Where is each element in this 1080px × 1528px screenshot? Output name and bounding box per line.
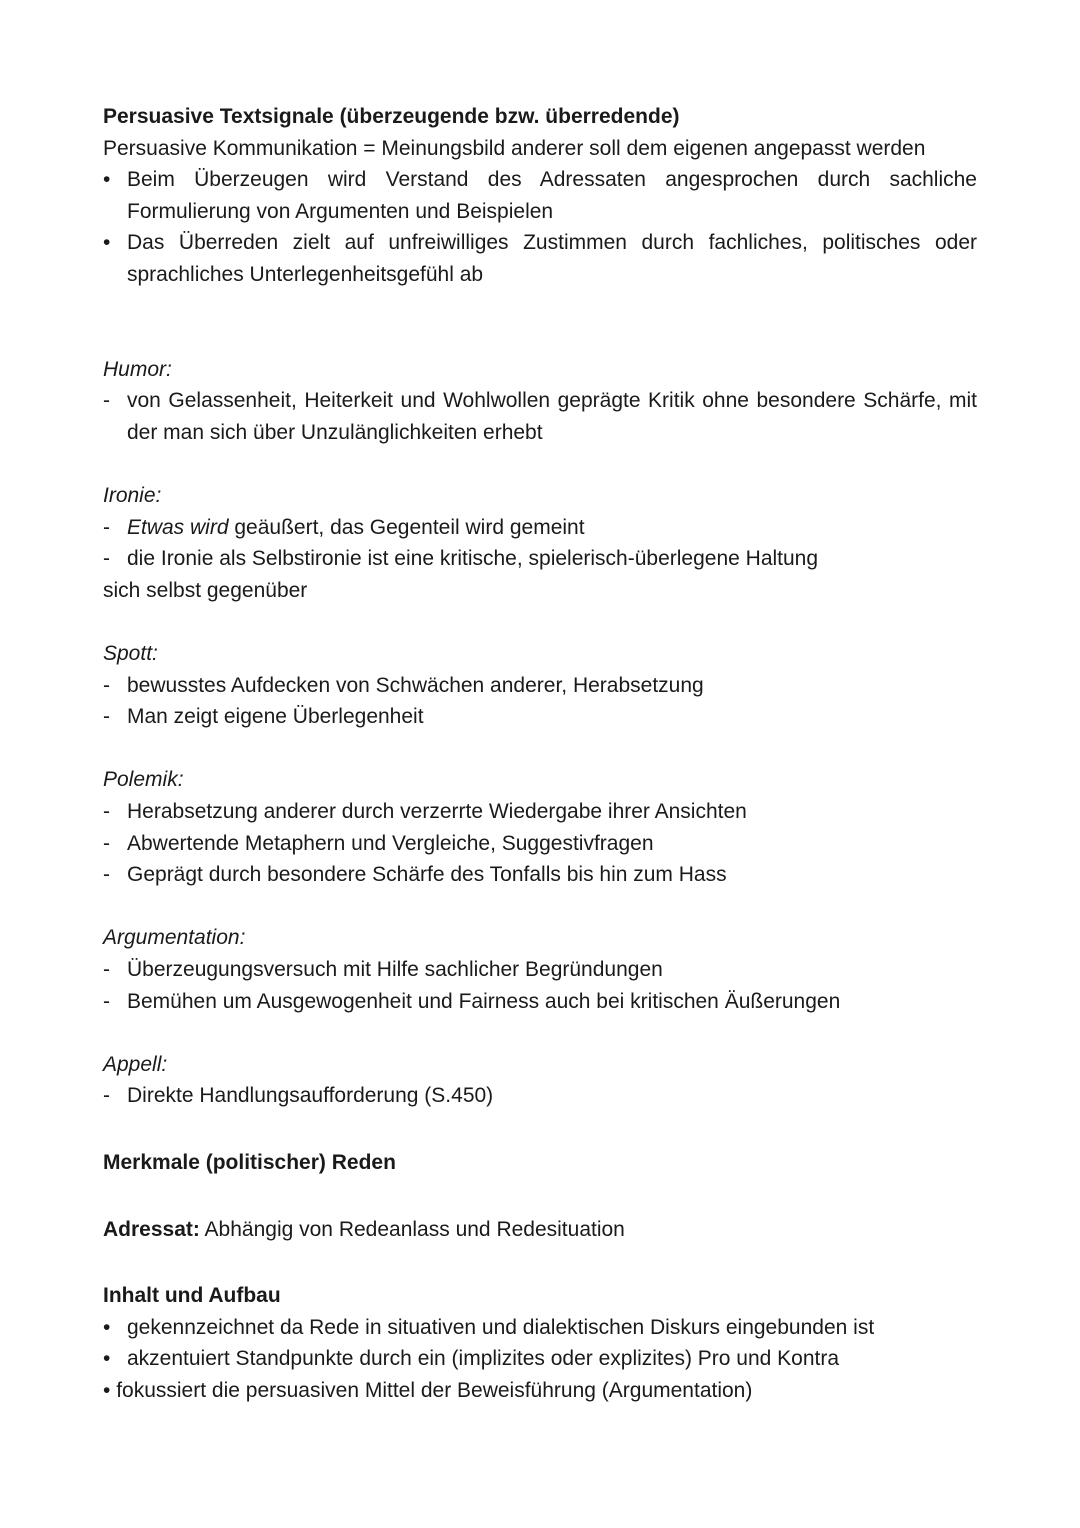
list-item-text-italic: Etwas wird [127,515,229,539]
bullet-mark: • [103,1347,111,1371]
section-label-ironie: Ironie: [103,484,162,508]
list-item [103,796,977,828]
dash-mark: - [103,1084,110,1108]
list-item [103,701,977,733]
dash-mark: - [103,863,110,887]
list-item [103,859,977,891]
bullet-mark: • [103,1315,111,1339]
section-heading-inhalt: Inhalt und Aufbau [103,1284,281,1308]
ironie-continuation: sich selbst gegenüber [103,578,308,602]
list-item-text: Direkte Handlungsaufforderung (S.450) [127,1084,494,1108]
adressat-text: Abhängig von Redeanlass und Redesituation [199,1217,625,1241]
list-item-text: Bemühen um Ausgewogenheit und Fairness auch bei kritischen Äußerungen [127,989,841,1013]
list-item [103,954,977,986]
list-item-text: Abwertende Metaphern und Vergleiche, Suggestivfragen [127,831,654,855]
list-item [103,1375,977,1407]
section-heading-reden: Merkmale (politischer) Reden [103,1151,396,1174]
list-item [103,512,977,544]
list-item [103,1343,977,1375]
list-item-text: Beim Überzeugen wird Verstand des Adressaten angesprochen durch sachliche Formulierung von Argumenten und Beispielen [127,168,977,223]
list-item-text: die Ironie als Selbstironie ist eine kritische, spielerisch-überlegene Haltung [127,547,819,571]
dash-mark: - [103,800,110,824]
dash-mark: - [103,515,110,539]
list-item-text: Geprägt durch besondere Schärfe des Tonfalls bis hin zum Hass [127,863,727,887]
list-item [103,164,977,227]
list-item-text: geäußert, das Gegenteil wird gemeint [228,515,585,539]
list-item-text: akzentuiert Standpunkte durch ein (implizites oder explizites) Pro und Kontra [127,1347,840,1371]
dash-mark: - [103,389,110,413]
section-label-argumentation: Argumentation: [103,926,246,950]
list-item [103,385,977,448]
list-item-text: von Gelassenheit, Heiterkeit und Wohlwollen geprägte Kritik ohne besondere Schärfe, mit der man sich über Unzulänglichkeiten erhebt [127,389,977,444]
section-label-spott: Spott: [103,642,158,666]
dash-mark: - [103,958,110,982]
dash-mark: - [103,989,110,1013]
list-item [103,543,977,575]
list-item [103,1080,977,1112]
list-item-text: Herabsetzung anderer durch verzerrte Wiedergabe ihrer Ansichten [127,800,747,824]
list-item-text: bewusstes Aufdecken von Schwächen anderer, Herabsetzung [127,673,704,697]
list-item-text: Das Überreden zielt auf unfreiwilliges Zustimmen durch fachliches, politisches oder sprachliches Unterlegenheitsgefühl ab [127,231,977,286]
list-item-text: gekennzeichnet da Rede in situativen und dialektischen Diskurs eingebunden ist [127,1315,875,1339]
adressat-label: Adressat: [103,1217,200,1241]
dash-mark: - [103,547,110,571]
section-heading-persuasive: Persuasive Textsignale (überzeugende bzw. überredende) [103,105,680,128]
list-item-text: Man zeigt eigene Überlegenheit [127,705,424,729]
list-item-text: fokussiert die persuasiven Mittel der Beweisführung (Argumentation) [116,1378,753,1402]
bullet-mark: • [103,168,111,192]
dash-mark: - [103,673,110,697]
section-label-polemik: Polemik: [103,768,184,792]
list-item [103,828,977,860]
dash-mark: - [103,705,110,729]
list-item [103,670,977,702]
adressat-line [103,1214,977,1246]
dash-mark: - [103,831,110,855]
bullet-mark: • [103,231,111,255]
section-label-humor: Humor: [103,357,172,381]
list-item [103,227,977,290]
persuasive-definition: Persuasive Kommunikation = Meinungsbild anderer soll dem eigenen angepasst werden [103,136,926,160]
list-item [103,1312,977,1344]
list-item [103,986,977,1018]
list-item-text: Überzeugungsversuch mit Hilfe sachlicher Begründungen [127,958,663,982]
bullet-mark: • [103,1378,111,1402]
document-page [103,101,977,1407]
section-label-appell: Appell: [103,1052,168,1076]
